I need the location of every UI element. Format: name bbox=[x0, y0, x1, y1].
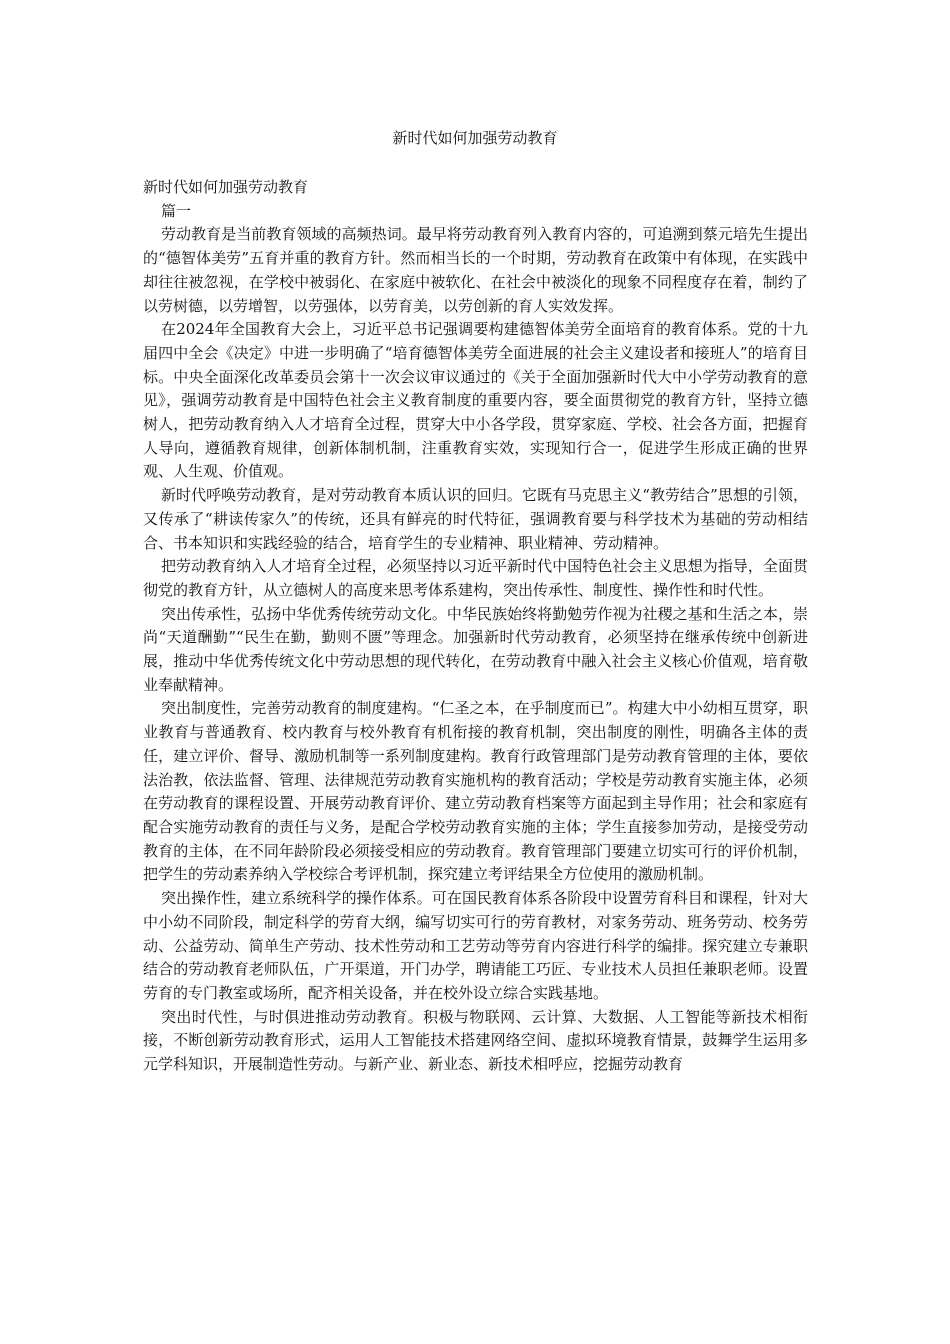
paragraph-3: 新时代呼唤劳动教育，是对劳动教育本质认识的回归。它既有马克思主义“教劳结合”思想的引领，又传承了“耕读传家久”的传统，还具有鲜亮的时代特征，强调教育要与科学技术为基础的劳动相结合、书本知识和实践经验的结合，培育学生的专业精神、职业精神、劳动精神。 bbox=[143, 486, 808, 552]
document-body bbox=[143, 176, 808, 1077]
paragraph-7: 突出操作性，建立系统科学的操作体系。可在国民教育体系各阶段中设置劳育科目和课程，针对大中小幼不同阶段，制定科学的劳育大纲，编写切实可行的劳育教材，对家务劳动、班务劳动、校务劳动、公益劳动、简单生产劳动、技术性劳动和工艺劳动等劳育内容进行科学的编排。探究建立专兼职结合的劳动教育老师队伍，广开渠道，开门办学，聘请能工巧匠、专业技术人员担任兼职老师。设置劳育的专门教室或场所，配齐相关设备，并在校外设立综合实践基地。 bbox=[143, 889, 808, 1002]
paragraph-5: 突出传承性，弘扬中华优秀传统劳动文化。中华民族始终将勤勉劳作视为社稷之基和生活之本，崇尚“天道酬勤”“民生在勤，勤则不匮”等理念。加强新时代劳动教育，必须坚持在继承传统中创新进展，推动中华优秀传统文化中劳动思想的现代转化，在劳动教育中融入社会主义核心价值观，培育敬业奉献精神。 bbox=[143, 604, 808, 694]
paragraph-2: 在2024年全国教育大会上，习近平总书记强调要构建德智体美劳全面培育的教育体系。党的十九届四中全会《决定》中进一步明确了“培育德智体美劳全面进展的社会主义建设者和接班人”的培育目标。中央全面深化改革委员会第十一次会议审议通过的《关于全面加强新时代大中小学劳动教育的意见》，强调劳动教育是中国特色社会主义教育制度的重要内容，要全面贯彻党的教育方针，坚持立德树人，把劳动教育纳入人才培育全过程，贯穿大中小各学段，贯穿家庭、学校、社会各方面，把握育人导向，遵循教育规律，创新体制机制，注重教育实效，实现知行合一，促进学生形成正确的世界观、人生观、价值观。 bbox=[143, 320, 808, 481]
paragraph-8: 突出时代性，与时俱进推动劳动教育。积极与物联网、云计算、大数据、人工智能等新技术相衔接，不断创新劳动教育形式，运用人工智能技术搭建网络空间、虚拟环境教育情景，鼓舞学生运用多元学科知识，开展制造性劳动。与新产业、新业态、新技术相呼应，挖掘劳动教育 bbox=[143, 1007, 808, 1074]
paragraph-6: 突出制度性，完善劳动教育的制度建构。“仁圣之本，在乎制度而已”。构建大中小幼相互贯穿，职业教育与普通教育、校内教育与校外教育有机衔接的教育机制，突出制度的刚性，明确各主体的责任，建立评价、督导、激励机制等一系列制度建构。教育行政管理部门是劳动教育管理的主体，要依法治教，依法监督、管理、法律规范劳动教育实施机构的教育活动；学校是劳动教育实施主体，必须在劳动教育的课程设置、开展劳动教育评价、建立劳动教育档案等方面起到主导作用；社会和家庭有配合实施劳动教育的责任与义务，是配合学校劳动教育实施的主体；学生直接参加劳动，是接受劳动教育的主体，在不同年龄阶段必须接受相应的劳动教育。教育管理部门要建立切实可行的评价机制，把学生的劳动素养纳入学校综合考评机制，探究建立考评结果全方位使用的激励机制。 bbox=[143, 699, 808, 884]
paragraph-1: 劳动教育是当前教育领域的高频热词。最早将劳动教育列入教育内容的，可追溯到蔡元培先生提出的“德智体美劳”五育并重的教育方针。然而相当长的一个时期，劳动教育在政策中有体现，在实践中却往往被忽视，在学校中被弱化、在家庭中被软化、在社会中被淡化的现象不同程度存在着，制约了以劳树德，以劳增智，以劳强体，以劳育美，以劳创新的育人实效发挥。 bbox=[143, 225, 808, 315]
section-label: 篇一 bbox=[161, 201, 192, 220]
paragraph-4: 把劳动教育纳入人才培育全过程，必须坚持以习近平新时代中国特色社会主义思想为指导，全面贯彻党的教育方针，从立德树人的高度来思考体系建构，突出传承性、制度性、操作性和时代性。 bbox=[143, 557, 808, 599]
document-title: 新时代如何加强劳动教育 bbox=[392, 129, 558, 147]
article-heading: 新时代如何加强劳动教育 bbox=[143, 178, 309, 196]
